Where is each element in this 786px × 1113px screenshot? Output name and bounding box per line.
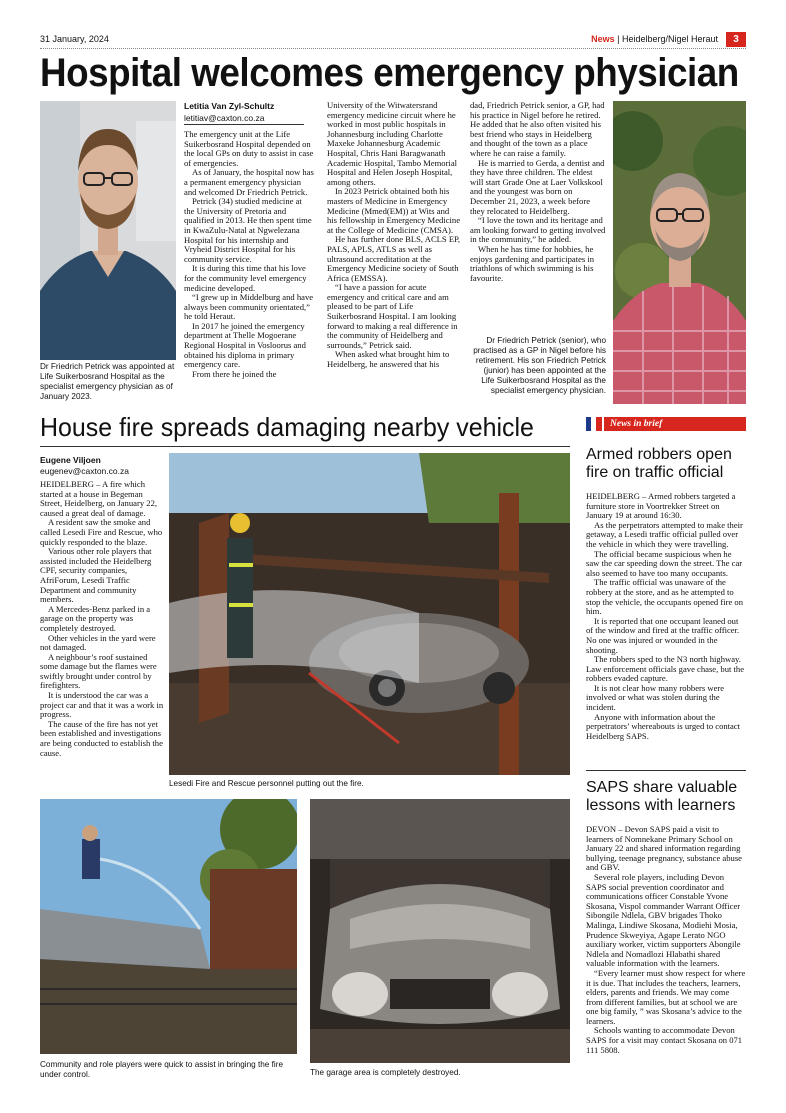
story1-column-2 [327,101,461,370]
paragraph: dad, Friedrich Petrick senior, a GP, had his practice in Nigel before he retired. He added that he also often visited his best friend who stays in Heidelberg and thought of the town as a place where he can raise a family. [470,100,605,158]
paragraph: Petrick (34) studied medicine at the University of Pretoria and qualified in 2013. He then spent time in KwaZulu-Natal at Ngwelezana Hospital for his internship and Vryheid District Hospital for his community service. [184,196,312,264]
paragraph: The cause of the fire has not yet been established and investigations are being conducted to establish the cause. [40,718,163,758]
paragraph: It is understood the car was a project car and that it was a work in progress. [40,690,164,720]
paragraph: “I have a passion for acute emergency and critical care and am pleased to be part of Life Suikerbosrand Hospital. I am looking forward to making a real difference in the community of Heidelberg and surrounds,” Petrick said. [327,282,458,350]
paragraph: It is not clear how many robbers were involved or what was stolen during the incident. [586,682,725,713]
brief-divider [586,770,746,771]
paragraph: “Every learner must show respect for where it is due. That includes the teachers, learners, elders, parents and friends. We may come from different families, but at school we are one big family, ” was Skosana’s advice to the learners. [586,967,746,1026]
byline-author: Eugene Viljoen [40,455,101,465]
sa-flag-icon [586,417,602,431]
story2-body [40,480,164,758]
paragraph: Other vehicles in the yard were not damaged. [40,632,156,653]
paragraph: It is during this time that his love for the community level emergency medicine developed. [184,263,307,293]
paragraph: A Mercedes-Benz parked in a garage on the property was completely destroyed. [40,603,151,633]
headline-saps-lessons: SAPS share valuable lessons with learners [586,779,738,814]
top-divider [40,48,746,49]
news-in-brief-banner [586,417,746,431]
paragraph: When he has time for hobbies, he enjoys gardening and participates in triathlons of which swimming is his favourite. [470,243,595,283]
caption-community-hose: Community and role players were quick to assist in bringing the fire under control. [40,1060,284,1079]
paragraph: In 2017 he joined the emergency department at Thelle Mogoerane Regional Hospital in Vosloorus and obtained his diploma in primary emergency care. [184,320,306,370]
photo-petrick-senior [613,101,746,404]
paragraph: Various other role players that assisted included the Heidelberg CPF, security companies, AfriForum, Lesedi Traffic Department and community members. [40,546,152,605]
section-label: News | Heidelberg/Nigel Heraut [591,34,718,44]
paragraph: A neighbour’s roof sustained some damage but the flames were swiftly brought under control by firefighters. [40,651,157,691]
caption-firefighter: Lesedi Fire and Rescue personnel putting out the fire. [169,779,364,788]
paragraph: From there he joined the [192,368,277,379]
paragraph: When asked what brought him to Heidelberg, he answered that his [327,349,450,370]
paragraph: He has further done BLS, ACLS EP, PALS, APLS, ATLS as well as ultrasound accreditation at the Emergency Medicine society of South Africa (EMSSA). [327,234,461,283]
photo-firefighter [169,453,570,775]
byline-divider [184,124,304,125]
headline-divider [40,446,570,447]
caption-burnt-garage: The garage area is completely destroyed. [310,1068,461,1077]
photo-burnt-garage [310,799,570,1063]
paragraph: He is married to Gerda, a dentist and they have three children. The eldest will start Grade One at Laer Volkskool and the youngest was born on December 21, 2023, a week before they relocated to Heidelberg. [470,157,605,216]
news-in-brief-label: News in brief [604,417,746,431]
caption-petrick-junior: Dr Friedrich Petrick was appointed at Life Suikerbosrand Hospital as the specialist emergency physician as of January 2023. [40,362,175,401]
paragraph: A resident saw the smoke and called Lesedi Fire and Rescue, who quickly responded to the blaze. [40,517,163,547]
headline-house-fire: House fire spreads damaging nearby vehicle [40,412,534,442]
byline-email: eugenev@caxton.co.za [40,466,129,476]
paragraph: “I love the town and its heritage and am looking forward to getting involved in the community,” he added. [470,215,606,245]
paragraph: The emergency unit at the Life Suikerbosrand Hospital depended on the local GPs on duty to assist in case of emergencies. [184,129,314,168]
story1-column-3 [470,101,606,283]
paragraph: HEIDELBERG – A fire which started at a house in Begeman Street, Heidelberg, on January 22, caused a great deal of damage. [40,479,158,518]
paragraph: HEIDELBERG – Armed robbers targeted a furniture store in Voortrekker Street on January 19 at around 16:30. [586,491,736,521]
brief2-body [586,825,746,1055]
paragraph: In 2023 Petrick obtained both his masters of Medicine in Emergency Medicine (Mmed(EM)) at Wits and his fellowship in Emergency Medicine at the College of Medicine (CMSA). [327,186,461,235]
byline-email: letitiav@caxton.co.za [184,113,265,123]
paragraph: As of January, the hospital now has a permanent emergency physician and welcomed Dr Friedrich Petrick. [184,167,314,197]
paragraph: As the perpetrators attempted to make their getaway, a Lesedi traffic official pulled over the vehicle in which they were travelling. [586,519,743,549]
issue-date: 31 January, 2024 [40,34,109,44]
paragraph: Schools wanting to accommodate Devon SAPS for a visit may contact Skosana on 071 111 5808. [586,1025,743,1055]
photo-community-hose [40,799,297,1054]
story1-column-1 [184,130,314,379]
paragraph: The traffic official was unaware of the robbery at the store, and as he attempted to stop the vehicle, the occupants opened fire on him. [586,577,744,617]
photo-petrick-junior [40,101,176,360]
byline-author: Letitia Van Zyl-Schultz [184,101,275,111]
headline-main: Hospital welcomes emergency physician [40,51,739,95]
paragraph: University of the Witwatersrand emergency medicine circuit where he worked in most public hospitals in Johannesburg including Charlotte Maxeke Johannesburg Academic Hospital, Chris Hani Baragwanath Academic Hospital, Tambo Memorial Hospital and Helen Joseph Hospital, among others. [327,100,458,187]
page-number: 3 [726,32,746,47]
paragraph: Several role players, including Devon SAPS social prevention coordinator and communications officer Constable Yvone Skosana, Vispol commander Warrant Officer Sibongile Ndlela, GBV brigades Thoko Malinga, Lindiwe Skosana, Modiehi Mosia, Prudence Skweyiya, Agape Lerato NGO auxiliary worker, victim supporters Abongile Ndlela and Nomadlozi Hlabathi shared valuable information with the learners. [586,871,741,969]
paragraph: The robbers sped to the N3 north highway. Law enforcement officials gave chase, but the robbers evaded capture. [586,654,745,684]
paragraph: Anyone with information about the perpetrators’ whereabouts is urged to contact Heidelberg SAPS. [586,711,741,741]
brief1-body [586,492,746,741]
paragraph: The official became suspicious when he saw the car speeding down the street. The car also seemed to have too many occupants. [586,548,743,578]
caption-petrick-senior: Dr Friedrich Petrick (senior), who practised as a GP in Nigel before his retirement. His son Friedrich Petrick (junior) has been appointed at the Life Suikerbosrand Hospital as the specialist emergency physician. [473,336,606,395]
paragraph: It is reported that one occupant leaned out of the window and fired at the traffic officer. No one was injured or wounded in the shooting. [586,615,740,655]
masthead [40,34,746,48]
paragraph: “I grew up in Middelburg and have always been community orientated,” he told Heraut. [184,292,314,322]
headline-armed-robbers: Armed robbers open fire on traffic official [586,446,732,481]
paragraph: DEVON – Devon SAPS paid a visit to learners of Nomnekane Primary School on January 22 and shared information regarding bullying, teenage pregnancy, substance abuse and GBV. [586,824,742,873]
